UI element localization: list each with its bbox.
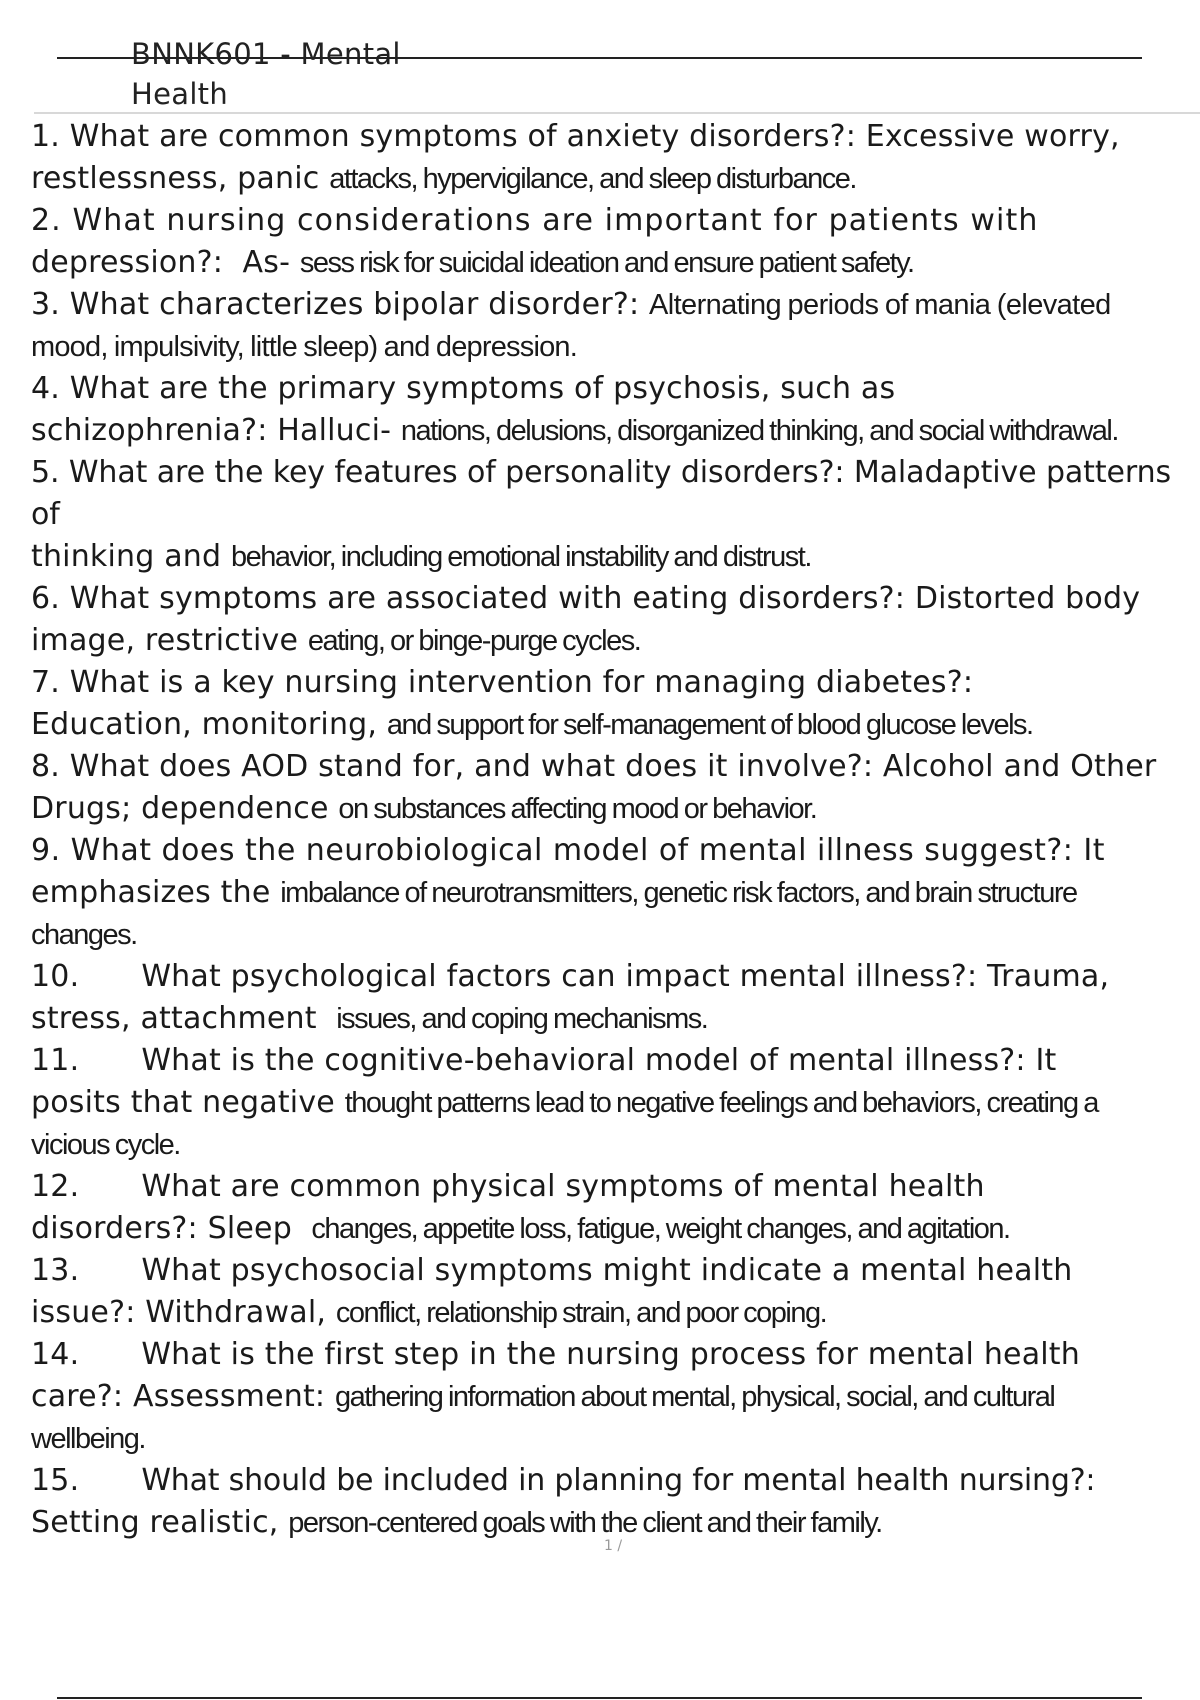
qa-item-6: 6. What symptoms are associated with eating disorders?: Distorted body image, restrictive eating, or binge-purge cycles. <box>31 581 1141 658</box>
answer-1: attacks, hypervigilance, and sleep disturbance. <box>329 163 856 195</box>
qa-item-14: 14. What is the first step in the nursing process for mental health care?: Assessment: gathering information about mental, physical, social, and cultural wellbeing. <box>31 1337 1080 1455</box>
question-2: 2. What nursing considerations are important for patients with <box>31 203 1039 238</box>
answer-10: issues, and coping mechanisms. <box>336 1003 708 1035</box>
qa-item-7: 7. What is a key nursing intervention for managing diabetes?: Education, monitoring, and support for self-management of blood glucose levels. <box>31 665 1033 742</box>
answer-15: person-centered goals with the client and their family. <box>288 1507 882 1539</box>
qa-item-2: 2. What nursing considerations are important for patients with depression?: As- sess risk for suicidal ideation and ensure patient safety. <box>31 203 1039 280</box>
document-title <box>131 34 401 114</box>
page-number: 1 / <box>604 1538 623 1554</box>
qa-item-12: 12. What are common physical symptoms of mental health disorders?: Sleep changes, appetite loss, fatigue, weight changes, and agitation. <box>31 1169 1010 1246</box>
bottom-rule <box>57 1697 1142 1699</box>
header-separator <box>34 112 1200 114</box>
qa-item-13: 13. What psychosocial symptoms might indicate a mental health issue?: Withdrawal, conflict, relationship strain, and poor coping. <box>31 1253 1073 1330</box>
qa-item-10: 10. What psychological factors can impact mental illness?: Trauma, stress, attachment issues, and coping mechanisms. <box>31 959 1110 1036</box>
title-line-1: BNNK601 - Mental <box>131 37 401 71</box>
title-line-2: Health <box>131 77 229 111</box>
qa-item-3: 3. What characterizes bipolar disorder?: Alternating periods of mania (elevated mood, impulsivity, little sleep) and depression. <box>31 287 1111 363</box>
answer-7: and support for self-management of blood glucose levels. <box>386 709 1033 741</box>
answer-12: changes, appetite loss, fatigue, weight changes, and agitation. <box>311 1213 1010 1245</box>
answer-6: eating, or binge-purge cycles. <box>307 625 641 657</box>
qa-item-1: 1. What are common symptoms of anxiety disorders?: Excessive worry, restlessness, panic attacks, hypervigilance, and sleep disturbance. <box>31 119 1120 196</box>
answer-5: behavior, including emotional instability and distrust. <box>231 541 811 573</box>
question-list <box>31 116 1191 1544</box>
qa-item-9: 9. What does the neurobiological model of mental illness suggest?: It emphasizes the imbalance of neurotransmitters, genetic risk factors, and brain structure changes. <box>31 833 1106 951</box>
qa-item-4: 4. What are the primary symptoms of psychosis, such as schizophrenia?: Halluci- nations, delusions, disorganized thinking, and social withdrawal. <box>31 371 1118 448</box>
question-1: 1. What are common symptoms of anxiety disorders?: Excessive worry, <box>31 119 1120 154</box>
answer-4: nations, delusions, disorganized thinking, and social withdrawal. <box>400 415 1118 447</box>
qa-item-8: 8. What does AOD stand for, and what does it involve?: Alcohol and Other Drugs; dependence on substances affecting mood or behavior. <box>31 749 1157 826</box>
qa-item-11: 11. What is the cognitive-behavioral model of mental illness?: It posits that negative thought patterns lead to negative feelings and behaviors, creating a vicious cycle. <box>31 1043 1098 1161</box>
qa-item-5: 5. What are the key features of personality disorders?: Maladaptive patterns of thinking and behavior, including emotional instability and distrust. <box>31 455 1172 574</box>
answer-13: conflict, relationship strain, and poor coping. <box>335 1297 827 1329</box>
answer-2: sess risk for suicidal ideation and ensure patient safety. <box>299 247 914 279</box>
qa-item-15: 15. What should be included in planning for mental health nursing?: Setting realistic, person-centered goals with the client and their family. <box>31 1463 1096 1540</box>
answer-8: on substances affecting mood or behavior. <box>338 793 817 825</box>
